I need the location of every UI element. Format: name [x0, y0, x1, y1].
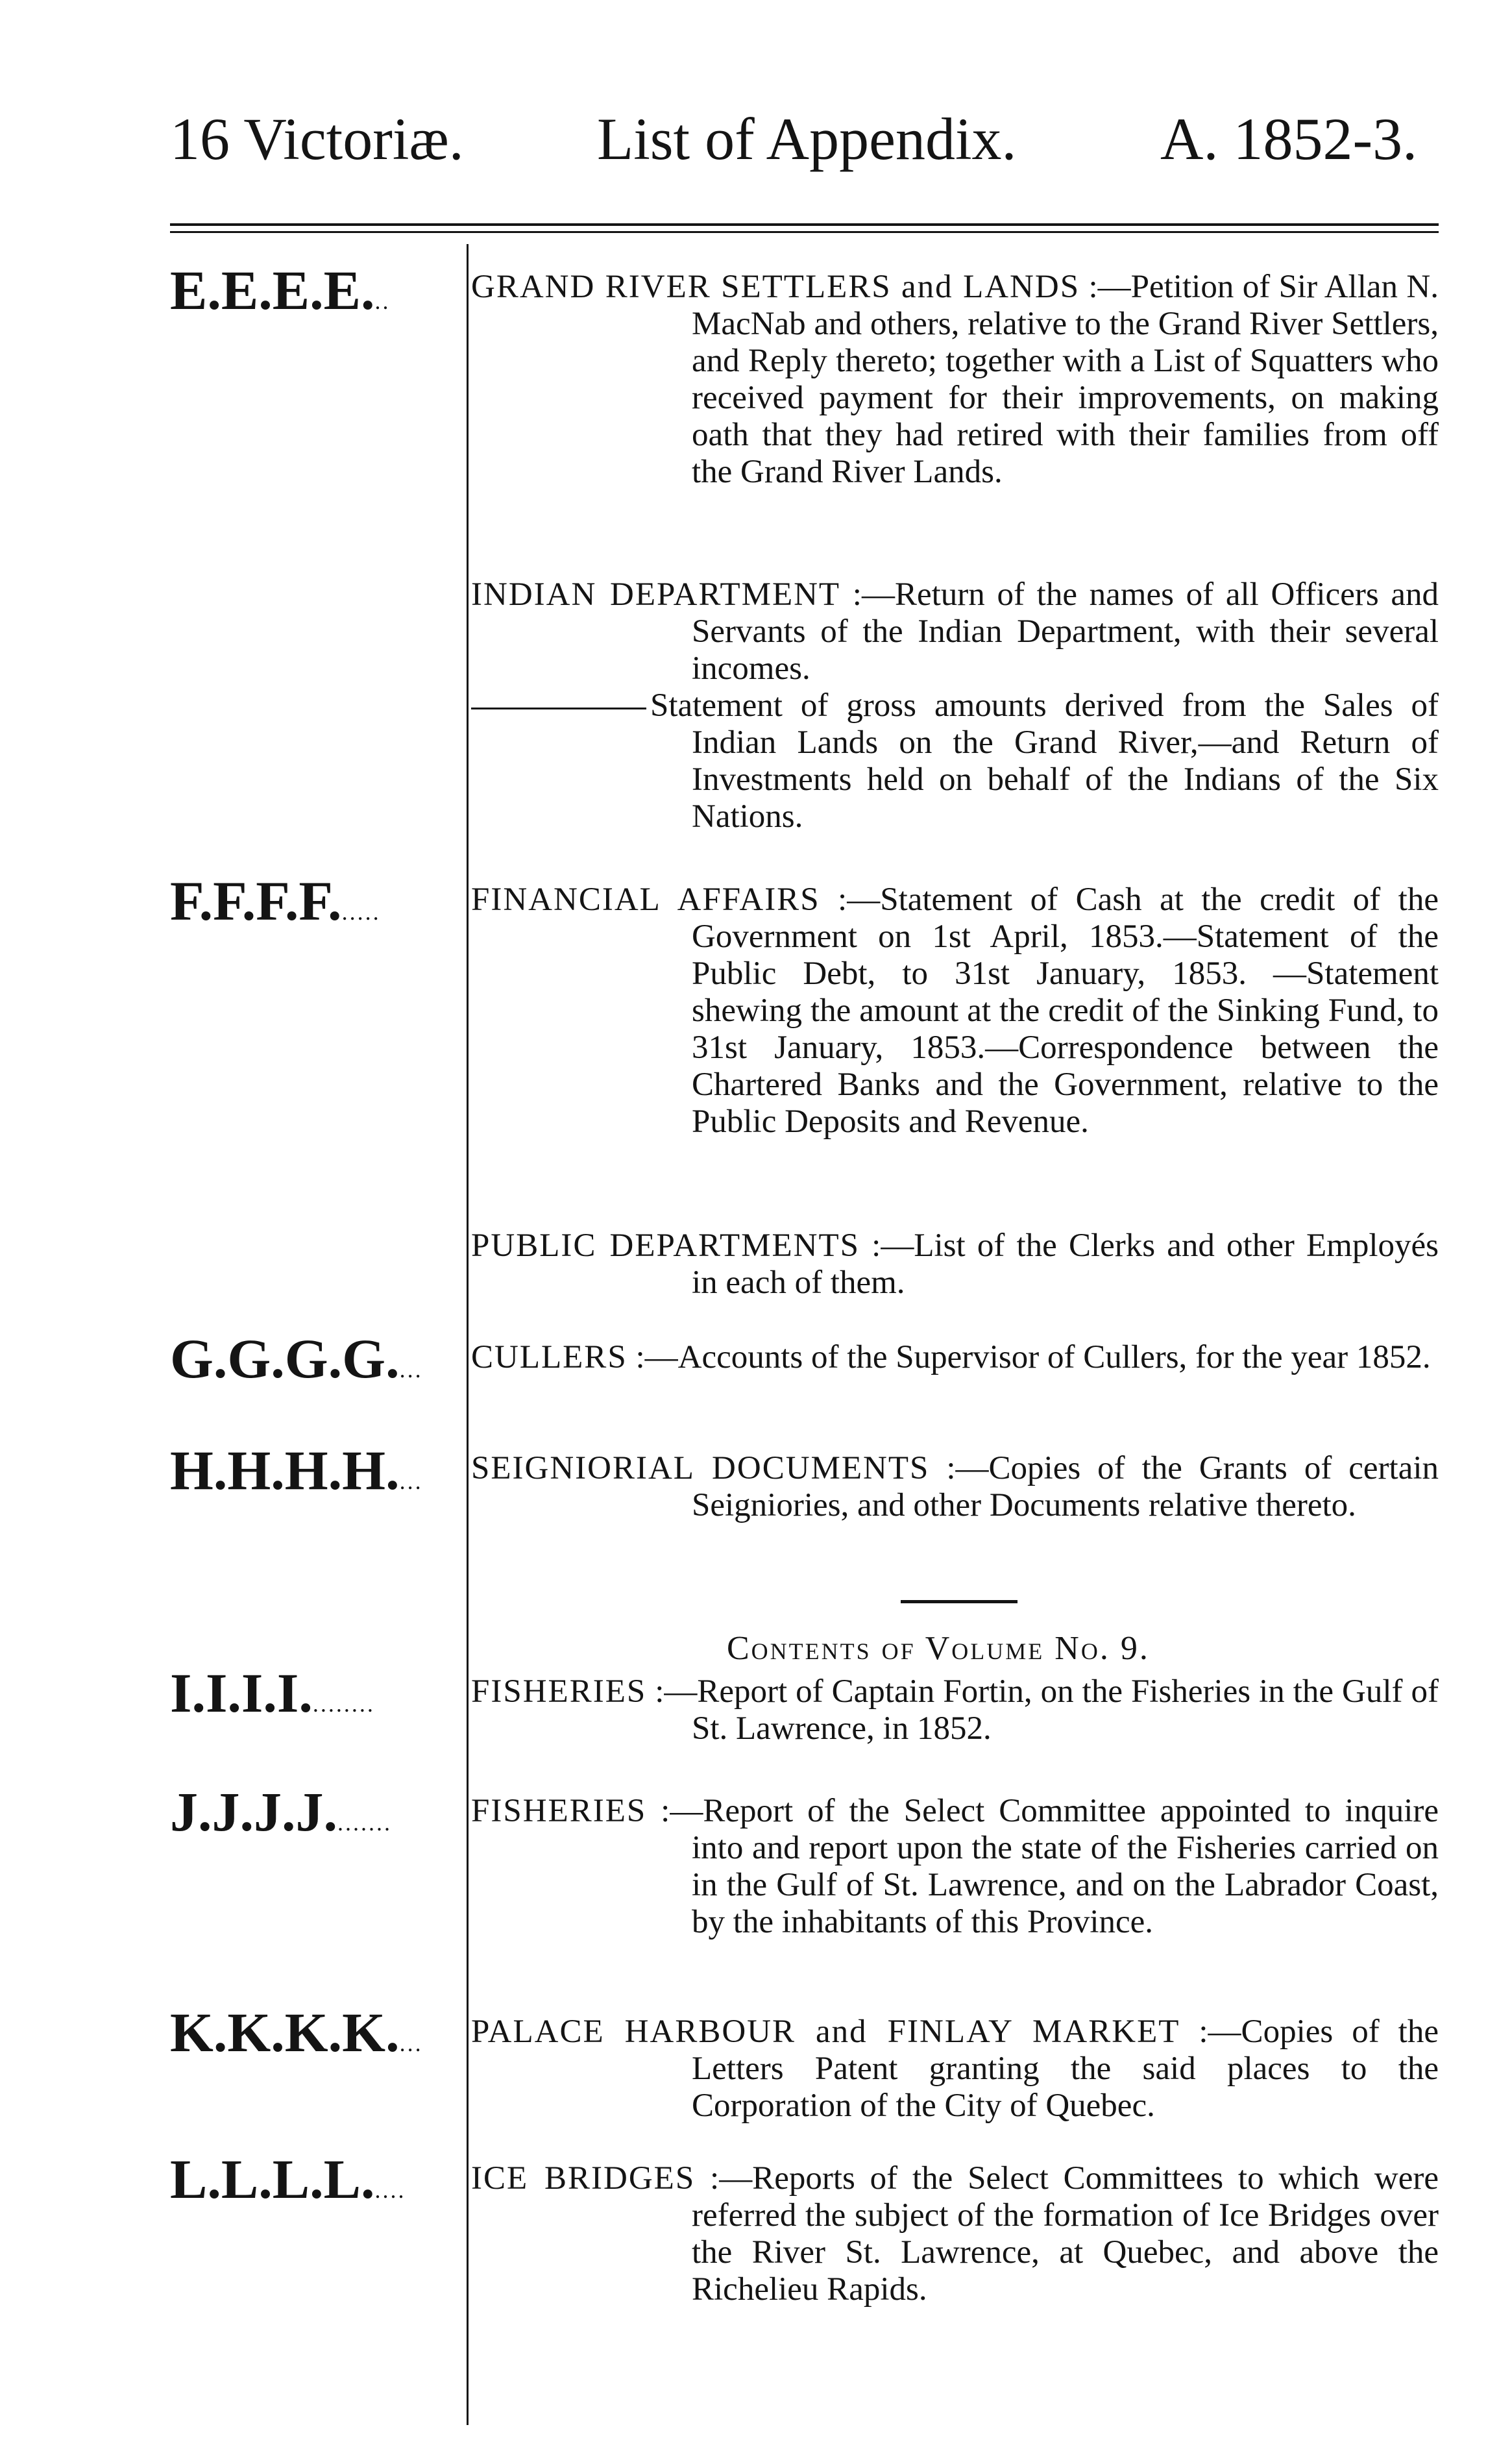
ditto-dash	[471, 708, 646, 709]
entry-text: :—Petition of Sir Allan N. MacNab and others, relative to the Grand River Settlers, and Reply thereto; together with a List of Squatters who received payment for their improvements, on making oath that they had retired with their families from off the Grand River Lands.	[692, 269, 1439, 490]
appendix-code: E.E.E.E...	[170, 259, 391, 321]
appendix-entry	[471, 1450, 1439, 1524]
header-session-year: A. 1852-3.	[1160, 106, 1418, 172]
volume-heading: Contents of Volume No. 9.	[727, 1630, 1150, 1667]
entry-heading: PUBLIC DEPARTMENTS	[471, 1227, 860, 1264]
appendix-entry	[471, 881, 1439, 1140]
entry-text: :—List of the Clerks and other Employés in each of them.	[692, 1227, 1439, 1301]
header-rule-thick	[170, 223, 1439, 226]
appendix-code: F.F.F.F......	[170, 870, 381, 932]
entry-text: :—Report of the Select Committee appointed to inquire into and report upon the state of the Fisheries carried on in the Gulf of St. Lawrence, and on the Labrador Coast, by the inhabitants of this Province.	[646, 1793, 1439, 1940]
header-rule-thin	[170, 231, 1439, 233]
entry-text: :—Accounts of the Supervisor of Cullers, for the year 1852.	[627, 1339, 1431, 1375]
appendix-entry	[471, 269, 1439, 491]
header-regnal-year: 16 Victoriæ.	[170, 106, 464, 172]
entry-heading: ICE BRIDGES	[471, 2160, 696, 2197]
appendix-code: J.J.J.J........	[170, 1780, 392, 1843]
entry-text: Statement of gross amounts derived from the Sales of Indian Lands on the Grand River,—and Return of Investments held on behalf of the Indians of the Six Nations.	[650, 687, 1439, 835]
appendix-code: K.K.K.K....	[170, 2001, 423, 2064]
appendix-entry	[471, 2160, 1439, 2308]
appendix-subentry	[471, 687, 1439, 835]
entry-text: :—Statement of Cash at the credit of the Government on 1st April, 1853.—Statement of the Public Debt, to 31st January, 1853. —Statement shewing the amount at the credit of the Sinking Fund, to 31st January, 1853.—Correspondence between the Chartered Banks and the Government, relative to the Public Deposits and Revenue.	[692, 881, 1439, 1140]
entry-heading: FISHERIES	[471, 1673, 647, 1710]
entry-text: :—Return of the names of all Officers and Servants of the Indian Department, with their several incomes.	[692, 576, 1439, 687]
appendix-code: I.I.I.I.........	[170, 1662, 375, 1724]
entry-text: :—Copies of the Letters Patent granting the said places to the Corporation of the City of Quebec.	[692, 2014, 1439, 2124]
appendix-entry	[471, 1227, 1439, 1301]
section-rule	[901, 1600, 1018, 1603]
entry-text: :—Copies of the Grants of certain Seigniories, and other Documents relative thereto.	[692, 1450, 1439, 1523]
column-divider	[467, 244, 469, 2425]
entry-heading: CULLERS	[471, 1339, 628, 1375]
entry-heading: FINANCIAL AFFAIRS	[471, 881, 820, 918]
appendix-entry	[471, 576, 1439, 687]
appendix-entry	[471, 1339, 1439, 1376]
appendix-entry	[471, 2014, 1439, 2125]
entry-heading: GRAND RIVER SETTLERS and LANDS	[471, 269, 1080, 305]
appendix-code: L.L.L.L.....	[170, 2148, 406, 2210]
entry-heading: INDIAN DEPARTMENT	[471, 576, 841, 613]
header-title: List of Appendix.	[597, 106, 1017, 172]
appendix-entry	[471, 1673, 1439, 1747]
entry-heading: PALACE HARBOUR and FINLAY MARKET	[471, 2014, 1180, 2050]
appendix-code: G.G.G.G....	[170, 1327, 423, 1390]
appendix-code: H.H.H.H....	[170, 1439, 423, 1501]
entry-heading: SEIGNIORIAL DOCUMENTS	[471, 1450, 930, 1486]
entry-heading: FISHERIES	[471, 1793, 647, 1829]
entry-text: :—Report of Captain Fortin, on the Fisheries in the Gulf of St. Lawrence, in 1852.	[646, 1673, 1439, 1747]
appendix-entry	[471, 1793, 1439, 1941]
entry-text: :—Reports of the Select Committees to which were referred the subject of the formation of Ice Bridges over the River St. Lawrence, at Quebec, and above the Richelieu Rapids.	[692, 2160, 1439, 2308]
